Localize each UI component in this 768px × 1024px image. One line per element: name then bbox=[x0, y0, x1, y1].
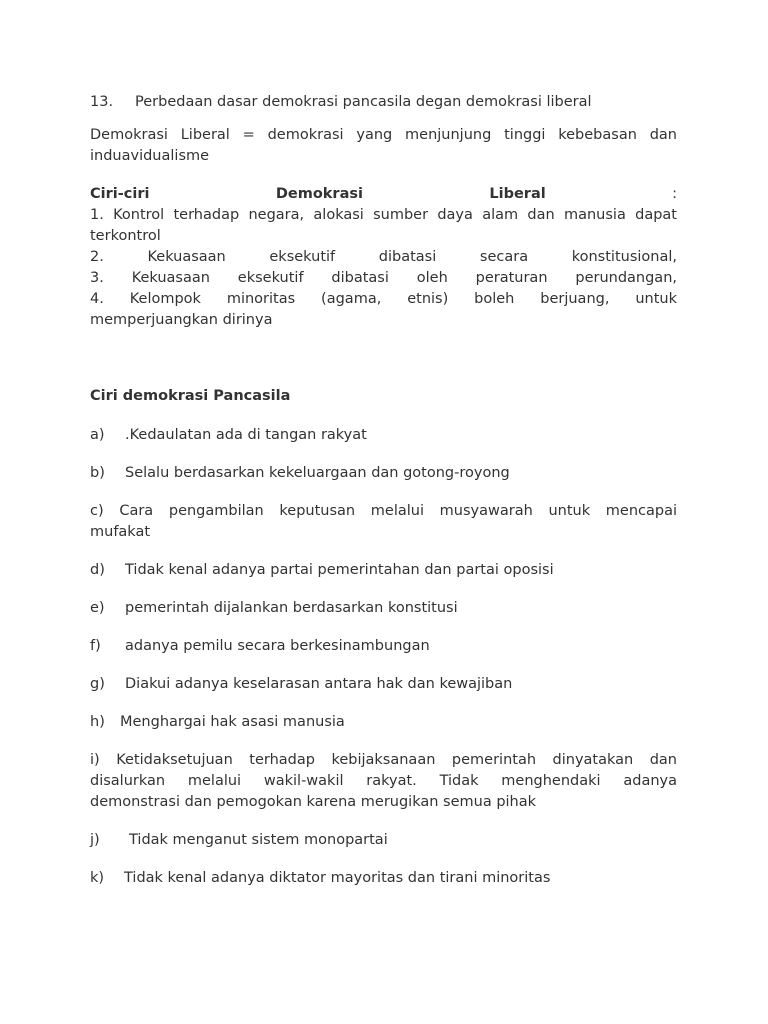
liberal-definition bbox=[90, 125, 677, 167]
list-item bbox=[90, 830, 677, 851]
list-item-text: adanya pemilu secara berkesinambungan bbox=[125, 638, 430, 654]
list-item bbox=[90, 560, 677, 581]
list-item bbox=[90, 463, 677, 484]
list-item bbox=[90, 598, 677, 619]
liberal-heading-word-1: Ciri-ciri bbox=[90, 186, 150, 202]
list-item-text: Selalu berdasarkan kekeluargaan dan gotong-royong bbox=[125, 465, 510, 481]
list-item-letter: c) bbox=[90, 503, 104, 519]
list-item-text: .Kedaulatan ada di tangan rakyat bbox=[125, 427, 367, 443]
document-page bbox=[90, 92, 677, 906]
list-item-letter: d) bbox=[90, 562, 105, 578]
list-item-text: Tidak kenal adanya diktator mayoritas dan tirani minoritas bbox=[124, 870, 551, 886]
question-text: Perbedaan dasar demokrasi pancasila degan demokrasi liberal bbox=[135, 94, 592, 110]
list-item-line-1 bbox=[90, 750, 677, 771]
list-item-letter: k) bbox=[90, 870, 105, 886]
list-item bbox=[90, 501, 677, 543]
list-item-line-2: disalurkan melalui wakil-wakil rakyat. Tidak menghendaki adanya bbox=[90, 773, 677, 789]
list-item bbox=[90, 868, 677, 889]
pancasila-list bbox=[90, 425, 677, 889]
list-item-letter: j) bbox=[90, 832, 100, 848]
pancasila-heading: Ciri demokrasi Pancasila bbox=[90, 388, 291, 404]
list-item-letter: a) bbox=[90, 427, 105, 443]
list-item-text: Tidak menganut sistem monopartai bbox=[129, 832, 388, 848]
question-heading bbox=[90, 92, 677, 113]
list-item bbox=[90, 425, 677, 446]
list-item-text: Cara pengambilan keputusan melalui musyawarah untuk mencapai bbox=[119, 503, 678, 519]
list-item bbox=[90, 712, 677, 733]
list-item-text: Tidak kenal adanya partai pemerintahan dan partai oposisi bbox=[125, 562, 554, 578]
definition-line-2: induavidualisme bbox=[90, 148, 210, 164]
liberal-item-2: 2. Kekuasaan eksekutif dibatasi secara konstitusional, bbox=[90, 249, 677, 265]
liberal-item-1-line-1: 1. Kontrol terhadap negara, alokasi sumber daya alam dan manusia dapat bbox=[90, 207, 677, 223]
list-item-letter: g) bbox=[90, 676, 105, 692]
question-number: 13. bbox=[90, 94, 114, 110]
liberal-characteristics bbox=[90, 184, 677, 331]
list-item bbox=[90, 750, 677, 813]
list-item-line-2: mufakat bbox=[90, 524, 151, 540]
liberal-heading-colon: : bbox=[545, 186, 678, 202]
list-item-text: Menghargai hak asasi manusia bbox=[120, 714, 345, 730]
liberal-item-4-line-2: memperjuangkan dirinya bbox=[90, 312, 273, 328]
liberal-heading-word-2: Demokrasi bbox=[275, 186, 363, 202]
liberal-heading-word-3-group bbox=[489, 186, 677, 202]
liberal-heading bbox=[90, 184, 677, 205]
list-item-line-1 bbox=[90, 501, 677, 522]
list-item-letter: i) bbox=[90, 752, 100, 768]
list-item-text: pemerintah dijalankan berdasarkan konstitusi bbox=[125, 600, 458, 616]
liberal-heading-word-3: Liberal bbox=[489, 186, 546, 202]
liberal-item-4-line-1: 4. Kelompok minoritas (agama, etnis) boleh berjuang, untuk bbox=[90, 291, 677, 307]
list-item bbox=[90, 636, 677, 657]
liberal-item-3: 3. Kekuasaan eksekutif dibatasi oleh peraturan perundangan, bbox=[90, 270, 677, 286]
definition-line-1: Demokrasi Liberal = demokrasi yang menjunjung tinggi kebebasan dan bbox=[90, 127, 677, 143]
list-item bbox=[90, 674, 677, 695]
list-item-letter: h) bbox=[90, 714, 105, 730]
list-item-letter: e) bbox=[90, 600, 105, 616]
list-item-text: Diakui adanya keselarasan antara hak dan kewajiban bbox=[125, 676, 513, 692]
list-item-line-3: demonstrasi dan pemogokan karena merugikan semua pihak bbox=[90, 794, 537, 810]
list-item-letter: b) bbox=[90, 465, 105, 481]
list-item-text: Ketidaksetujuan terhadap kebijaksanaan pemerintah dinyatakan dan bbox=[116, 752, 677, 768]
list-item-letter: f) bbox=[90, 638, 101, 654]
liberal-item-1-line-2: terkontrol bbox=[90, 228, 161, 244]
